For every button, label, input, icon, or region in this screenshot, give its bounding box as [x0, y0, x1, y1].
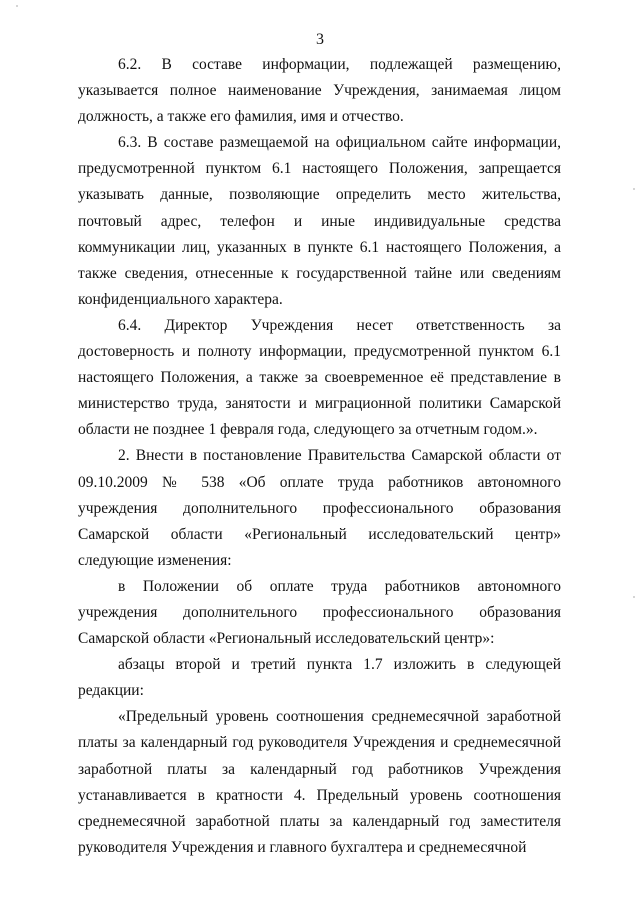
paragraph-6-2: 6.2. В составе информации, подлежащей размещению, указывается полное наименование Учреждения, занимаемая лицом должность, а также его фамилия, имя и отчество. [78, 56, 561, 126]
page-number: 3 [316, 31, 324, 48]
scan-mark [633, 596, 635, 598]
paragraph-item-2: 2. Внести в постановление Правительства Самарской области от 09.10.2009 № 538 «Об оплате труда работников автономного учреждения дополнительного профессионального образования Самарской области «Региональный исследовательский центр» следующие изменения: [78, 447, 561, 569]
paragraph-regulation-amendment: в Положении об оплате труда работников автономного учреждения дополнительного профессионального образования Самарской области «Региональный исследовательский центр»: [78, 577, 561, 648]
document-body [78, 52, 561, 861]
paragraph-6-4: 6.4. Директор Учреждения несет ответственность за достоверность и полноту информации, предусмотренной пунктом 6.1 настоящего Положения, а также за своевременное её представление в министерство труда, занятости и миграционной политики Самарской области не позднее 1 февраля года, следующего за отчетным годом.». [78, 316, 561, 439]
paragraph-clause-1-7: абзацы второй и третий пункта 1.7 изложить в следующей редакции: [78, 656, 561, 700]
scan-mark [16, 5, 18, 7]
paragraph-new-wording: «Предельный уровень соотношения среднемесячной заработной платы за календарный год руководителя Учреждения и среднемесячной заработной платы за календарный год работников Учреждения устанавливается в кратности 4. Предельный уровень соотношения среднемесячной заработной платы за календарный год заместителя руководителя Учреждения и главного бухгалтера и среднемесячной [78, 708, 561, 856]
paragraph-6-3: 6.3. В составе размещаемой на официальном сайте информации, предусмотренной пунктом 6.1 настоящего Положения, запрещается указывать данные, позволяющие определить место жительства, почтовый адрес, телефон и иные индивидуальные средства коммуникации лиц, указанных в пункте 6.1 настоящего Положения, а также сведения, отнесенные к государственной тайне или сведениям конфиденциального характера. [78, 134, 561, 308]
scan-mark [633, 188, 635, 190]
